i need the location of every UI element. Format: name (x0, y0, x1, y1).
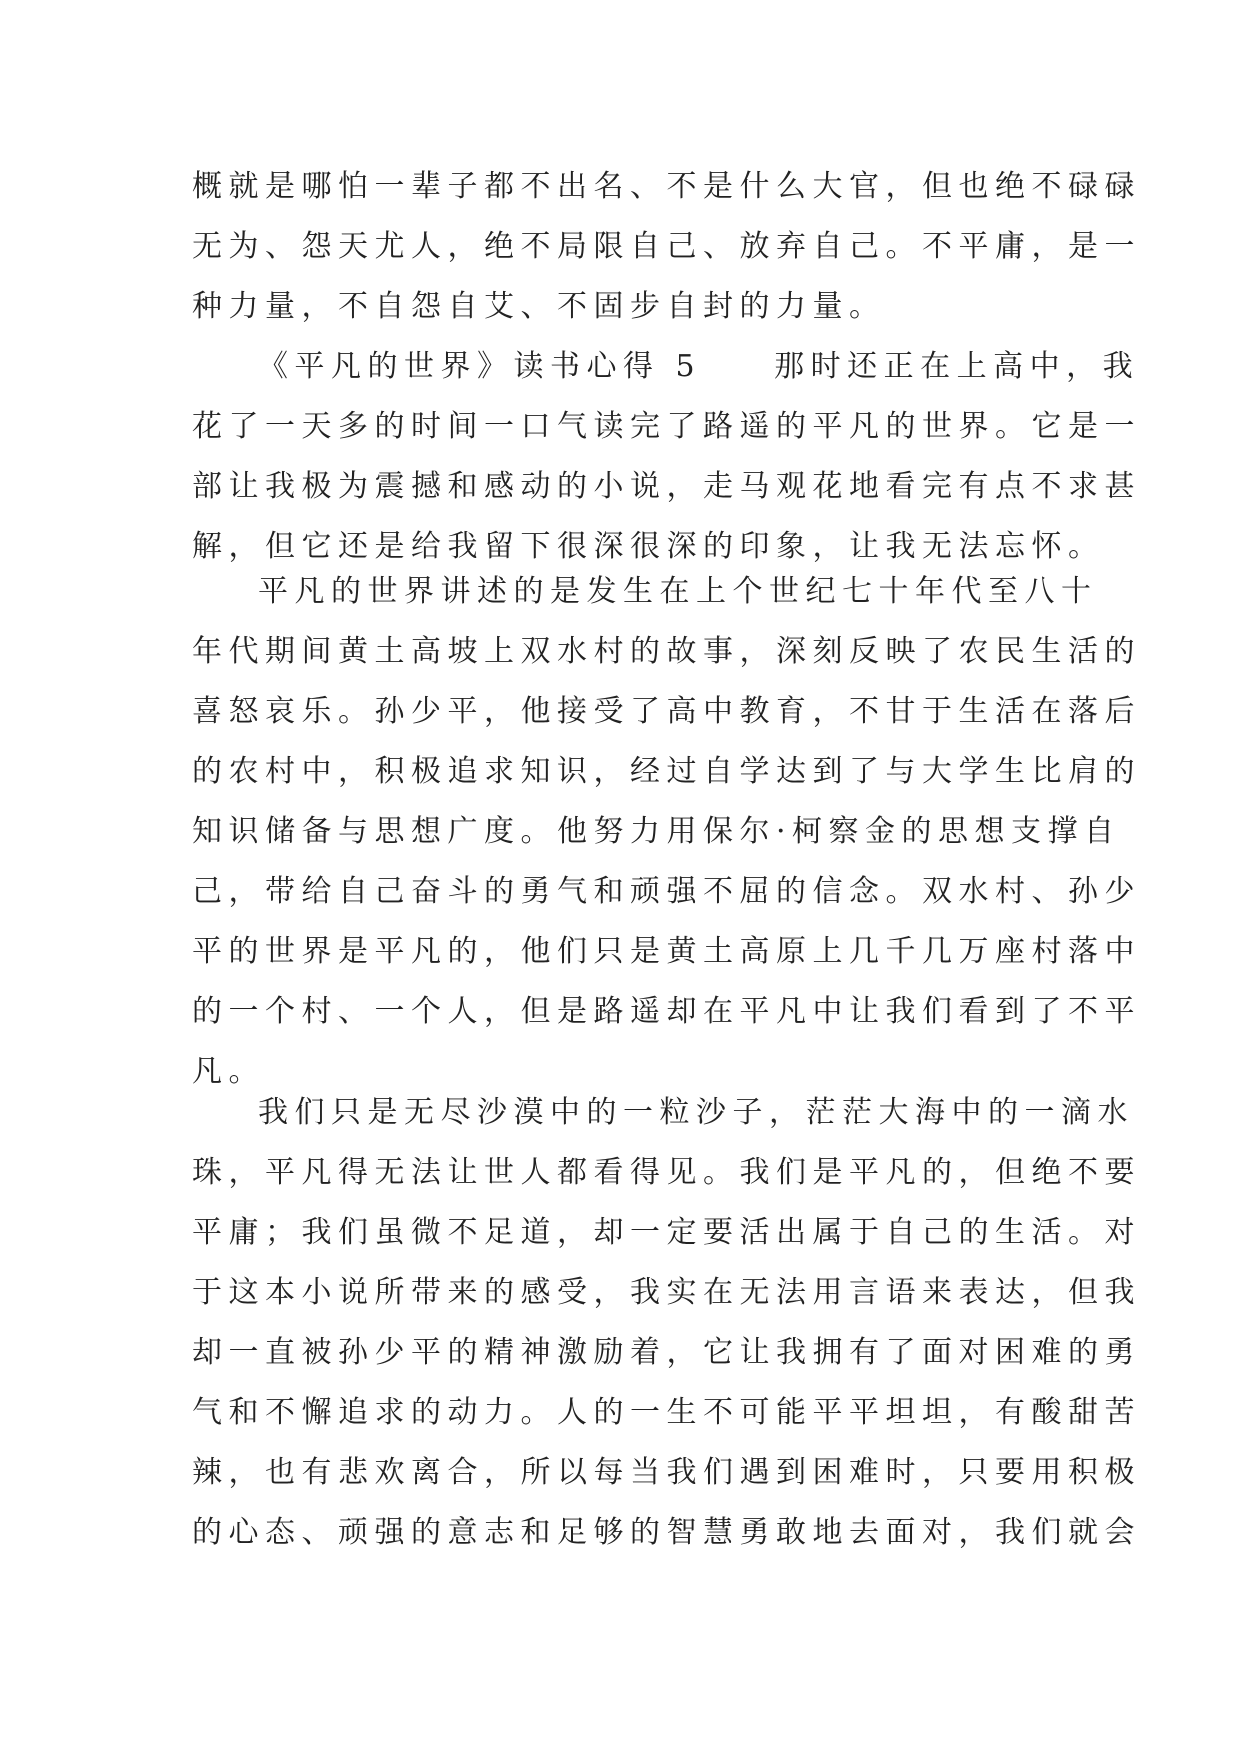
text-line: 珠，平凡得无法让世人都看得见。我们是平凡的，但绝不要 (192, 1155, 1141, 1190)
text-line: 己，带给自己奋斗的勇气和顽强不屈的信念。双水村、孙少 (192, 874, 1141, 909)
text-line: 气和不懈追求的动力。人的一生不可能平平坦坦，有酸甜苦 (192, 1395, 1141, 1430)
text-line: 无为、怨天尤人，绝不局限自己、放弃自己。不平庸，是一 (192, 229, 1141, 264)
text-line: 平的世界是平凡的，他们只是黄土高原上几千几万座村落中 (192, 934, 1141, 969)
text-line: 的农村中，积极追求知识，经过自学达到了与大学生比肩的 (192, 754, 1141, 789)
text-line: 我们只是无尽沙漠中的一粒沙子，茫茫大海中的一滴水 (258, 1095, 1134, 1130)
text-line: 解，但它还是给我留下很深很深的印象，让我无法忘怀。 (192, 529, 1105, 564)
text-line: 的心态、顽强的意志和足够的智慧勇敢地去面对，我们就会 (192, 1515, 1141, 1550)
text-line: 却一直被孙少平的精神激励着，它让我拥有了面对困难的勇 (192, 1335, 1141, 1370)
text-line: 凡。 (192, 1054, 265, 1089)
paragraph-reflection (192, 1083, 1141, 1563)
text-line: 喜怒哀乐。孙少平，他接受了高中教育，不甘于生活在落后 (192, 694, 1141, 729)
text-line: 的一个村、一个人，但是路遥却在平凡中让我们看到了不平 (192, 994, 1141, 1029)
paragraph-story-summary (192, 562, 1141, 1102)
text-line: 年代期间黄土高坡上双水村的故事，深刻反映了农民生活的 (192, 634, 1141, 669)
text-line: 平庸；我们虽微不足道，却一定要活出属于自己的生活。对 (192, 1215, 1141, 1250)
text-line: 花了一天多的时间一口气读完了路遥的平凡的世界。它是一 (192, 409, 1141, 444)
text-line: 种力量，不自怨自艾、不固步自封的力量。 (192, 289, 886, 324)
text-line: 概就是哪怕一辈子都不出名、不是什么大官，但也绝不碌碌 (192, 169, 1141, 204)
paragraph-reading-notes-5 (192, 337, 1141, 577)
text-line: 辣，也有悲欢离合，所以每当我们遇到困难时，只要用积极 (192, 1455, 1141, 1490)
text-line: 部让我极为震撼和感动的小说，走马观花地看完有点不求甚 (192, 469, 1141, 504)
paragraph-continuation (192, 157, 1141, 337)
text-line: 知识储备与思想广度。他努力用保尔·柯察金的思想支撑自 (192, 814, 1121, 849)
text-line: 《平凡的世界》读书心得 5 那时还正在上高中，我 (258, 349, 1140, 384)
text-line: 平凡的世界讲述的是发生在上个世纪七十年代至八十 (258, 574, 1098, 609)
text-line: 于这本小说所带来的感受，我实在无法用言语来表达，但我 (192, 1275, 1141, 1310)
